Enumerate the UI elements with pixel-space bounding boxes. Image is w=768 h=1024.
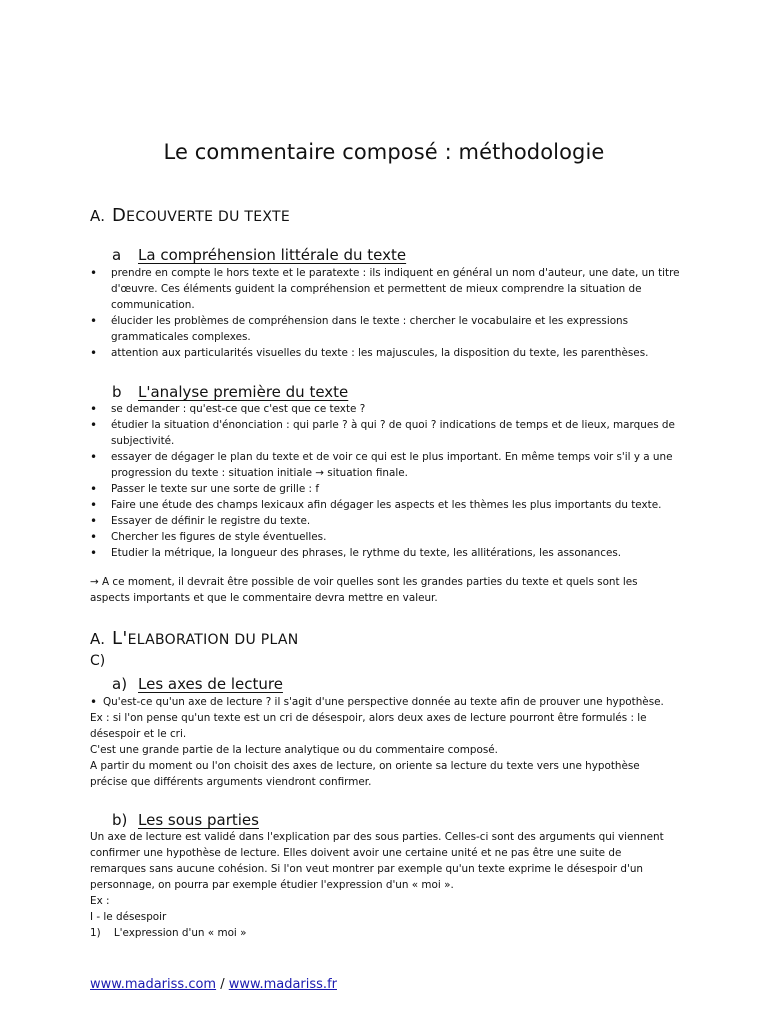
section-number: A. [90, 207, 106, 225]
subsection-number: b [112, 383, 122, 401]
list-item: • prendre en compte le hors texte et le paratexte : ils indiquent en général un nom d'auteur, une date, un titre d'œuvre. Ces éléments guident la compréhension et permettent de mieux comprendre la situation de communication. [90, 265, 680, 313]
example-line-2: 1) L'expression d'un « moi » [90, 927, 247, 939]
subsection-heading-comprehension [112, 246, 406, 264]
subsection-number: b) [112, 811, 128, 829]
footer-separator: / [216, 977, 225, 992]
subsection-title: La compréhension littérale du texte [138, 246, 407, 264]
list-item: • Chercher les figures de style éventuelles. [90, 529, 680, 545]
section-initial: D [112, 205, 127, 226]
bullet-list-comprehension [90, 265, 680, 361]
note-text: → A ce moment, il devrait être possible de voir quelles sont les grandes parties du texte et quels sont les aspects importants et que le commentaire devra mettre en valeur. [90, 576, 638, 604]
note-paragraph [90, 574, 680, 606]
subsection-title: Les sous parties [138, 811, 259, 829]
list-item: • se demander : qu'est-ce que c'est que ce texte ? [90, 401, 680, 417]
list-item: • Essayer de définir le registre du texte. [90, 513, 680, 529]
list-item: • Qu'est-ce qu'un axe de lecture ? il s'agit d'une perspective donnée au texte afin de prouver une hypothèse. [90, 694, 710, 710]
axes-explanation: A partir du moment ou l'on choisit des axes de lecture, on oriente sa lecture du texte vers une hypothèse précise que différents arguments viendront confirmer. [90, 760, 640, 788]
list-item: • étudier la situation d'énonciation : qui parle ? à qui ? de quoi ? indications de temps et de lieux, marques de subjectivité. [90, 417, 680, 449]
section-extra-label: C) [90, 653, 106, 669]
section-heading-decouverte [90, 205, 290, 226]
section-title: ELABORATION DU PLAN [127, 632, 299, 648]
subsection-number: a) [112, 675, 128, 693]
example-line-1: I - le désespoir [90, 911, 167, 923]
list-item: • Passer le texte sur une sorte de grille : f [90, 481, 680, 497]
example-label: Ex : [90, 895, 110, 907]
footer-links [90, 977, 337, 992]
list-item: • élucider les problèmes de compréhension dans le texte : chercher le vocabulaire et les expressions grammaticales complexes. [90, 313, 680, 345]
section-number: A. [90, 630, 106, 648]
axes-paragraph [90, 710, 680, 790]
footer-link-com[interactable]: www.madariss.com [90, 977, 217, 992]
subsection-heading-sous-parties [112, 811, 259, 829]
list-item: • Faire une étude des champs lexicaux afin dégager les aspects et les thèmes les plus importants du texte. [90, 497, 680, 513]
axes-definition: C'est une grande partie de la lecture analytique ou du commentaire composé. [90, 744, 498, 756]
subsection-title: Les axes de lecture [138, 675, 283, 693]
section-heading-elaboration [90, 628, 299, 649]
subsection-title: L'analyse première du texte [138, 383, 349, 401]
subsection-number: a [112, 246, 122, 264]
subsection-heading-axes [112, 675, 283, 693]
subsection-heading-analyse [112, 383, 348, 401]
sous-parties-paragraph [90, 829, 680, 941]
footer-link-fr[interactable]: www.madariss.fr [228, 977, 337, 992]
sous-parties-text: Un axe de lecture est validé dans l'explication par des sous parties. Celles-ci sont des arguments qui viennent confirmer une hypothèse de lecture. Elles doivent avoir une certaine unité et ne pas être une suite de remarques sans aucune cohésion. Si l'on veut montrer par exemple qu'un texte exprime le désespoir d'un personnage, on pourra par exemple étudier l'expression d'un « moi ». [90, 831, 664, 891]
section-title: ECOUVERTE DU TEXTE [126, 209, 291, 225]
list-item: • essayer de dégager le plan du texte et de voir ce qui est le plus important. En même temps voir s'il y a une progression du texte : situation initiale → situation finale. [90, 449, 680, 481]
bullet-list-axes [90, 694, 710, 710]
axes-example: Ex : si l'on pense qu'un texte est un cri de désespoir, alors deux axes de lecture pourront être formulés : le désespoir et le cri. [90, 712, 647, 740]
section-initial: L' [112, 628, 128, 649]
bullet-list-analyse [90, 401, 680, 561]
list-item: • Etudier la métrique, la longueur des phrases, le rythme du texte, les allitérations, les assonances. [90, 545, 680, 561]
list-item: • attention aux particularités visuelles du texte : les majuscules, la disposition du texte, les parenthèses. [90, 345, 680, 361]
page-title: Le commentaire composé : méthodologie [163, 140, 605, 164]
